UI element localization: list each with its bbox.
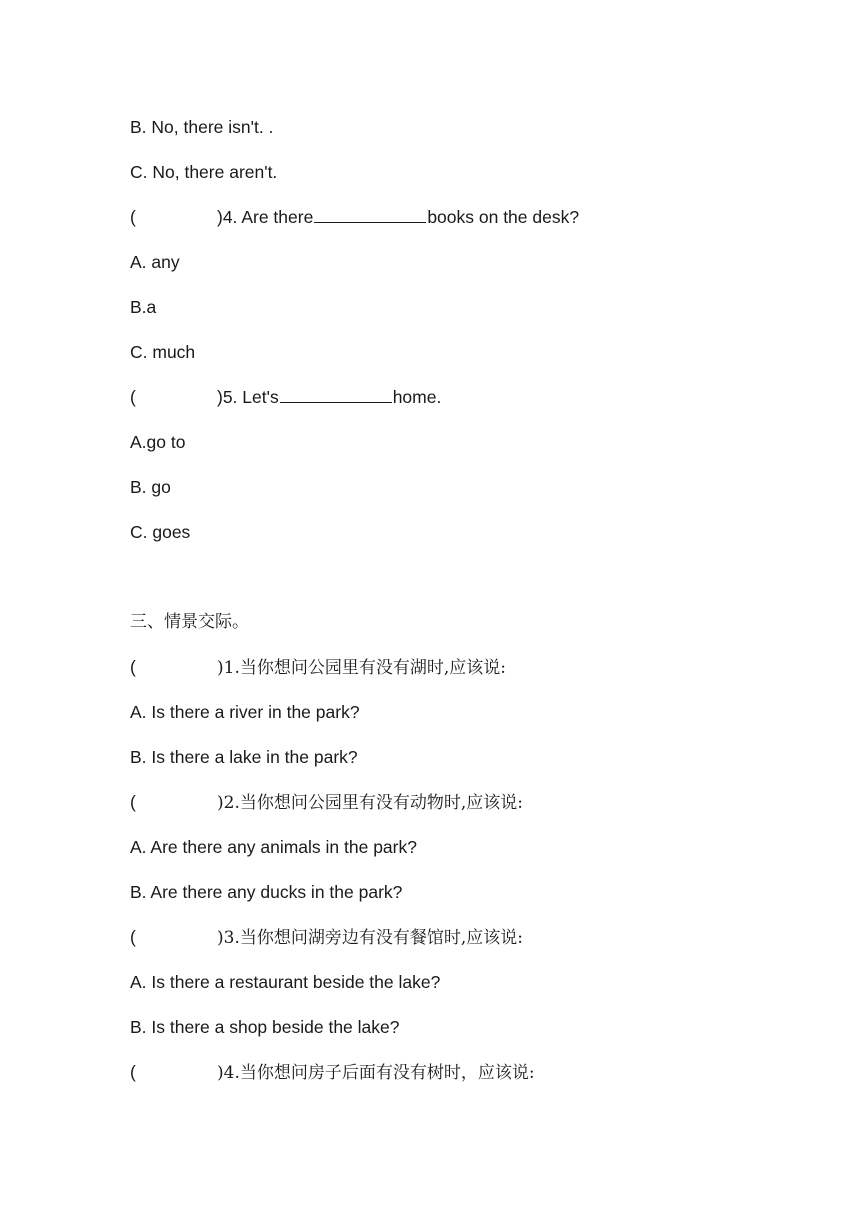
option-s2-a: A. Are there any animals in the park? xyxy=(130,837,417,857)
question-5-tail: home. xyxy=(392,387,442,407)
question-4-tail: books on the desk? xyxy=(427,207,580,227)
question-4-stem: )4. Are there xyxy=(217,207,314,227)
option-q4-c: C. much xyxy=(130,342,196,362)
answer-paren: ( xyxy=(130,657,136,677)
question-5-stem: )5. Let's xyxy=(217,387,279,407)
situation-question-2-text: )2.当你想问公园里有没有动物时,应该说: xyxy=(217,793,523,813)
option-s1-a: A. Is there a river in the park? xyxy=(130,702,360,722)
option-s2-b: B. Are there any ducks in the park? xyxy=(130,882,403,902)
answer-paren: ( xyxy=(130,927,136,947)
option-q4-b: B.a xyxy=(130,297,157,317)
situation-question-3-text: )3.当你想问湖旁边有没有餐馆时,应该说: xyxy=(217,928,523,948)
option-q5-a: A.go to xyxy=(130,432,186,452)
question-5 xyxy=(130,386,441,408)
option-q3-c: C. No, there aren't. xyxy=(130,162,278,182)
option-q5-b: B. go xyxy=(130,477,171,497)
situation-question-4-text: )4.当你想问房子后面有没有树时，应该说: xyxy=(217,1063,535,1083)
option-s3-b: B. Is there a shop beside the lake? xyxy=(130,1017,400,1037)
answer-paren: ( xyxy=(130,207,136,227)
option-q3-b: B. No, there isn't. . xyxy=(130,117,274,137)
answer-paren: ( xyxy=(130,792,136,812)
question-4 xyxy=(130,206,579,228)
fill-blank xyxy=(314,206,426,223)
answer-paren: ( xyxy=(130,387,136,407)
option-q5-c: C. goes xyxy=(130,522,191,542)
situation-question-1 xyxy=(130,656,506,679)
situation-question-4 xyxy=(130,1061,535,1084)
situation-question-3 xyxy=(130,926,523,949)
answer-paren: ( xyxy=(130,1062,136,1082)
fill-blank xyxy=(280,386,392,403)
option-q4-a: A. any xyxy=(130,252,180,272)
situation-question-1-text: )1.当你想问公园里有没有湖时,应该说: xyxy=(217,658,506,678)
option-s1-b: B. Is there a lake in the park? xyxy=(130,747,358,767)
situation-question-2 xyxy=(130,791,523,814)
option-s3-a: A. Is there a restaurant beside the lake? xyxy=(130,972,441,992)
section-heading: 三、情景交际。 xyxy=(130,612,249,632)
